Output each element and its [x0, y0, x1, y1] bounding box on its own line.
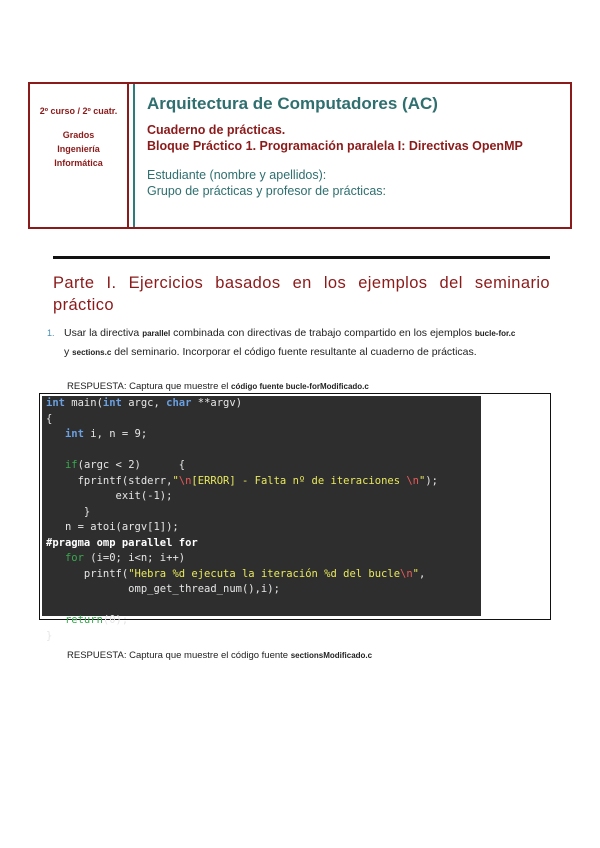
answer-label-2	[67, 650, 372, 661]
section-rule	[53, 256, 550, 259]
group-field-label: Grupo de prácticas y profesor de prácticas:	[147, 184, 387, 198]
code-term: sections.c	[72, 348, 112, 357]
exercise-text-part: Usar la directiva	[64, 327, 143, 339]
notebook-subtitle: Cuaderno de prácticas.	[147, 123, 286, 137]
header-right-cell	[147, 84, 570, 227]
exercise-number: 1.	[47, 328, 55, 338]
answer-file: sectionsModificado.c	[290, 651, 373, 660]
code-term: parallel	[142, 329, 171, 338]
answer-keyword: RESPUESTA	[67, 381, 124, 392]
degree-line: Informática	[54, 158, 103, 168]
code-screenshot-frame	[39, 393, 551, 642]
exercise-text	[64, 324, 559, 362]
student-field-label: Estudiante (nombre y apellidos):	[147, 168, 327, 182]
code-screenshot: int main(int argc, char **argv) { int i, n = 9; if(argc < 2) { fprintf(stderr,"\n[ERROR] - Falta nº de iteraciones \n"); exit(-1); } n = atoi(argv[1]); #pragma omp parallel for for (i=0; i<n; i++) printf("Hebra %d ejecuta la iteración %d del bucle\n", omp_get_thread_num(),i); return(0); }	[42, 396, 481, 616]
exercise-text-part: del seminario. Incorporar el código fuente resultante al cuaderno de prácticas.	[111, 346, 477, 358]
header-box	[28, 82, 572, 229]
part-heading: Parte I. Ejercicios basados en los ejemplos del seminario práctico	[53, 274, 550, 314]
degree-line: Ingeniería	[57, 144, 100, 154]
header-divider	[133, 84, 135, 227]
exercise-text-part: y	[64, 346, 73, 358]
answer-keyword: RESPUESTA	[67, 650, 124, 661]
block-subtitle: Bloque Práctico 1. Programación paralela I: Directivas OpenMP	[147, 139, 523, 153]
answer-label-1	[67, 381, 369, 392]
document-title: Arquitectura de Computadores (AC)	[147, 94, 438, 113]
answer-file: bucle-forModificado.c	[285, 382, 369, 391]
answer-text: : Captura que muestre el código fuente	[123, 650, 291, 661]
answer-text: : Captura que muestre el	[123, 381, 232, 392]
degree-label	[30, 128, 127, 170]
code-term: bucle-for.c	[474, 329, 516, 338]
exercise-text-part: combinada con directivas de trabajo compartido en los ejemplos	[170, 327, 475, 339]
header-left-cell	[30, 84, 129, 227]
degree-line: Grados	[62, 130, 95, 140]
answer-file-prefix: código fuente	[231, 382, 286, 391]
course-label: 2º curso / 2º cuatr.	[39, 106, 118, 116]
